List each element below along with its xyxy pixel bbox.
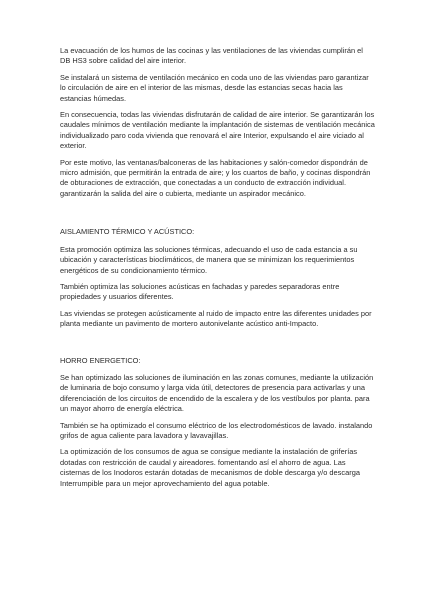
ahorro-paragraph-1: Se han optimizado las soluciones de iluminación en las zonas comunes, mediante la utilización de luminaria de bojo consumo y larga vida útil, detectores de presencia para activarlas y una diferenciación de los circuitos de encendido de la escalera y de los vestíbulos por planta. para un mayor ahorro de energía eléctrica.	[60, 372, 374, 414]
intro-paragraph-3: En consecuencia, todas las viviendas disfrutarán de calidad de aire interior. Se garantizarán los caudales mínimos de ventilación mediante la implantación de sistemas de ventilación mecánica individualizado paro coda vivienda que renovará el aire Interior, expulsando el aire viciado al exterior.	[60, 110, 375, 151]
aislamiento-paragraph-1: Esta promoción optimiza las soluciones térmicas, adecuando el uso de cada estancia a su ubicación y características bioclimáticos, de manera que se minimizan los requerimientos energéticos de su condicionamiento térmico.	[60, 244, 358, 275]
ahorro-paragraph-2: También se ha optimizado el consumo eléctrico de los electrodomésticos de lavado. instalando grifos de agua caliente para lavadora y lavavajillas.	[60, 420, 373, 440]
intro-paragraph-1: La evacuación de los humos de las cocinas y las ventilaciones de las viviendas cumplirán el DB HS3 sobre calidad del aire interior.	[60, 46, 363, 66]
intro-paragraph-2: Se instalará un sistema de ventilación mecánico en coda uno de las viviendas paro garantizar lo circulación de aire en el interior de las mismas, desde las estancias secas hacia las estancias húmedas.	[60, 72, 369, 103]
aislamiento-paragraph-2: También optimiza las soluciones acústicas en fachadas y paredes separadoras entre propiedades y usuarios diferentes.	[60, 281, 340, 302]
section-heading-aislamiento: AISLAMIENTO TÉRMICO Y ACÚSTICO:	[60, 227, 195, 237]
aislamiento-paragraph-3: Las viviendas se protegen acústicamente al ruido de impacto entre las diferentes unidades por planta mediante un pavimento de mortero autonivelante acústico anti-Impacto.	[60, 308, 372, 329]
section-heading-ahorro: HORRO ENERGETICO:	[60, 355, 141, 365]
ahorro-paragraph-3: La optimización de los consumos de agua se consigue mediante la instalación de griferías dotadas con restricción de caudal y aireadores. fomentando así el ahorro de agua. Las cisternas de los Inodoros estarán dotadas de mecanismos de doble descarga y/o descarga Interrumpible para un mejor aprovechamiento del agua potable.	[60, 447, 360, 488]
intro-paragraph-4: Por este motivo, las ventanas/balconeras de las habitaciones y salón-comedor dispondrán de micro admisión, que permitirán la entrada de aire; y los cuartos de baño, y cocinas dispondrán de obturaciones de extracción, que conectadas a un conducto de extracción individual. garantizarán la salida del aire o cubierta, mediante un aspirador mecánico.	[60, 157, 371, 198]
